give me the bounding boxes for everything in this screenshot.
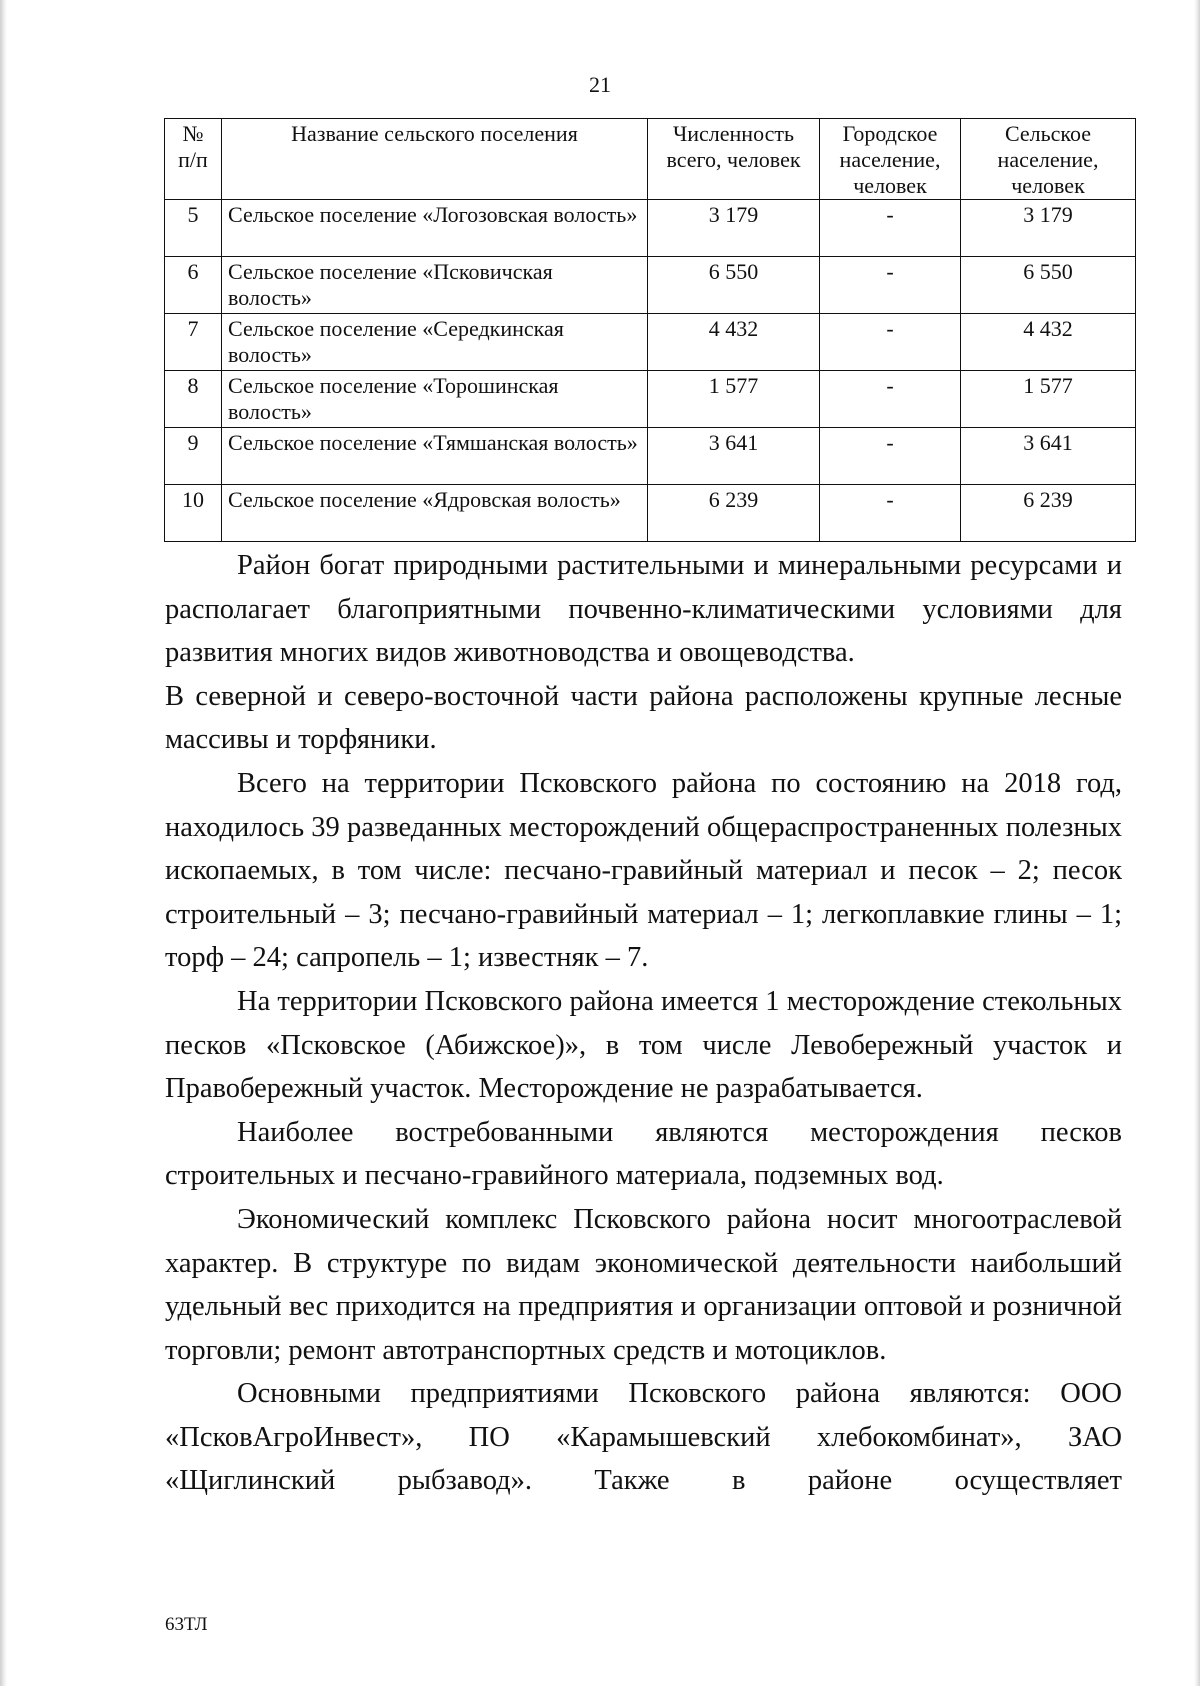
scan-edge-left	[0, 0, 7, 1686]
cell-rural: 6 550	[961, 257, 1136, 314]
cell-name: Сельское поселение «Логозовская волость»	[222, 200, 648, 257]
cell-num: 6	[165, 257, 222, 314]
cell-total: 4 432	[648, 314, 820, 371]
header-name: Название сельского поселения	[222, 119, 648, 200]
body-text	[165, 544, 1122, 1503]
cell-name: Сельское поселение «Тямшанская волость»	[222, 428, 648, 485]
paragraph-forests: В северной и северо-восточной части района расположены крупные лесные массивы и торфяники.	[165, 680, 1122, 756]
table-header-row	[165, 119, 1136, 200]
cell-rural: 3 179	[961, 200, 1136, 257]
cell-name: Сельское поселение «Ядровская волость»	[222, 485, 648, 542]
cell-urban: -	[820, 428, 961, 485]
table-row	[165, 257, 1136, 314]
table-row	[165, 428, 1136, 485]
cell-total: 6 239	[648, 485, 820, 542]
cell-total: 1 577	[648, 371, 820, 428]
cell-total: 3 641	[648, 428, 820, 485]
cell-rural: 3 641	[961, 428, 1136, 485]
cell-urban: -	[820, 485, 961, 542]
header-num: № п/п	[165, 119, 222, 200]
cell-num: 9	[165, 428, 222, 485]
cell-num: 8	[165, 371, 222, 428]
cell-num: 7	[165, 314, 222, 371]
cell-urban: -	[820, 371, 961, 428]
cell-urban: -	[820, 257, 961, 314]
cell-num: 10	[165, 485, 222, 542]
paragraph-enterprises: Основными предприятиями Псковского района являются: ООО «ПсковАгроИнвест», ПО «Карамышевский хлебокомбинат», ЗАО «Щиглинский рыбзавод». Также в районе осуществляет	[165, 1378, 1122, 1497]
footer-document-code: 63ТЛ	[165, 1614, 208, 1635]
table-row	[165, 200, 1136, 257]
cell-total: 6 550	[648, 257, 820, 314]
page-number: 21	[589, 72, 611, 97]
cell-total: 3 179	[648, 200, 820, 257]
header-total: Численность всего, человек	[648, 119, 820, 200]
cell-num: 5	[165, 200, 222, 257]
table-row	[165, 485, 1136, 542]
cell-rural: 6 239	[961, 485, 1136, 542]
paragraph-demanded-deposits: Наиболее востребованными являются месторождения песков строительных и песчано-гравийного материала, подземных вод.	[165, 1116, 1122, 1192]
cell-name: Сельское поселение «Псковичская волость»	[222, 257, 648, 314]
header-urban: Городское население, человек	[820, 119, 961, 200]
scan-edge-right	[1194, 0, 1200, 1686]
paragraph-deposits: Всего на территории Псковского района по состоянию на 2018 год, находилось 39 разведанных месторождений общераспространенных полезных ископаемых, в том числе: песчано-гравийный материал и песок – 2; песок строительный – 3; песчано-гравийный материал – 1; легкоплавкие глины – 1; торф – 24; сапропель – 1; известняк – 7.	[165, 767, 1122, 974]
paragraph-resources: Район богат природными растительными и минеральными ресурсами и располагает благоприятными почвенно-климатическими условиями для развития многих видов животноводства и овощеводства.	[165, 550, 1122, 669]
cell-urban: -	[820, 200, 961, 257]
paragraph-glass-sands: На территории Псковского района имеется 1 месторождение стекольных песков «Псковское (Абижское)», в том числе Левобережный участок и Правобережный участок. Месторождение не разрабатывается.	[165, 985, 1122, 1105]
paragraph-economy: Экономический комплекс Псковского района носит многоотраслевой характер. В структуре по видам экономической деятельности наибольший удельный вес приходится на предприятия и организации оптовой и розничной торговли; ремонт автотранспортных средств и мотоциклов.	[165, 1203, 1122, 1366]
table-row	[165, 371, 1136, 428]
table-row	[165, 314, 1136, 371]
cell-urban: -	[820, 314, 961, 371]
settlements-population-table	[164, 118, 1136, 542]
cell-name: Сельское поселение «Середкинская волость»	[222, 314, 648, 371]
cell-name: Сельское поселение «Торошинская волость»	[222, 371, 648, 428]
cell-rural: 1 577	[961, 371, 1136, 428]
cell-rural: 4 432	[961, 314, 1136, 371]
header-rural: Сельское население, человек	[961, 119, 1136, 200]
